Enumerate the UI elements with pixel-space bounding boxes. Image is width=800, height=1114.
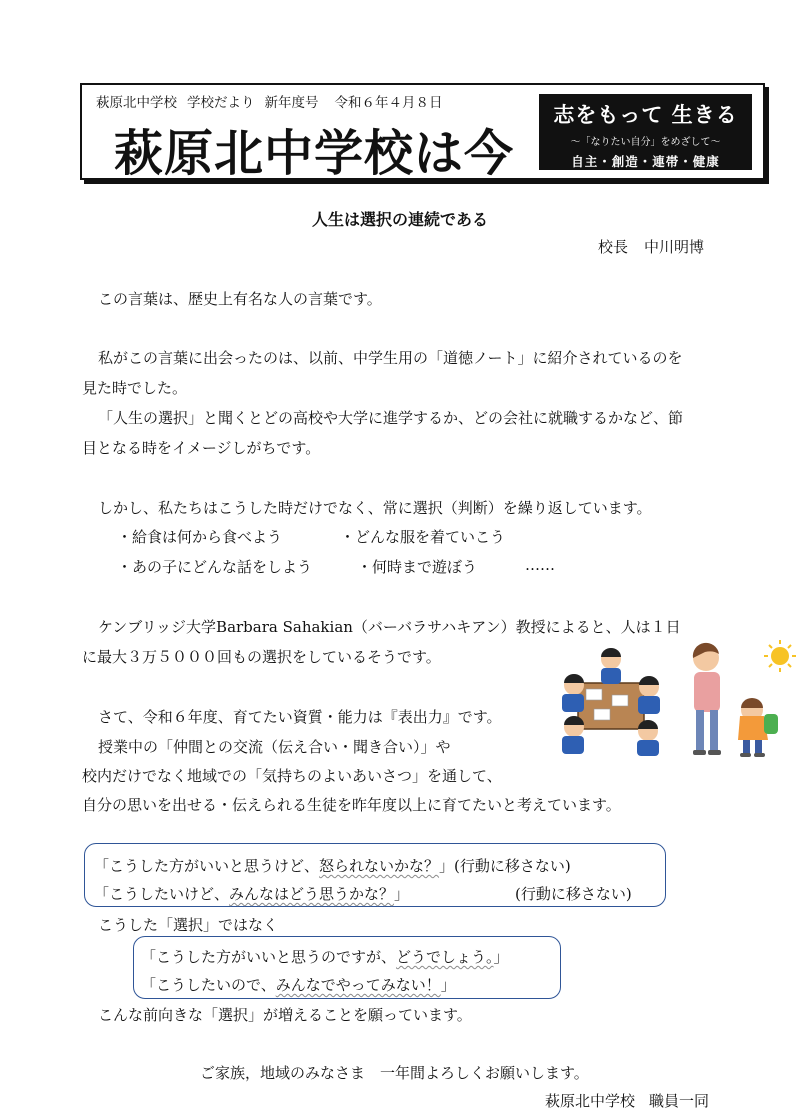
paragraph-7: こんな前向きな「選択」が増えることを願っています。 [98,1006,472,1024]
box2-line-1-underlined: どうでしょう。 [396,948,494,966]
box1-line-2-note: (行動に移さない) [515,885,632,903]
paragraph-3-line-1: 「人生の選択」と聞くとどの高校や大学に進学するか、どの会社に就職するかなど、節 [98,409,684,427]
motto-sub: ～「なりたい自分」をめざして～ [570,137,721,148]
signature-staff: 職員一同 [649,1092,710,1110]
example-1: ・給食は何から食べよう [117,528,283,546]
example-2: ・どんな服を着ていこう [340,528,506,546]
newsletter-name: 学校だより [187,95,255,111]
box1-line-2-underlined: みんなはどう思うかな？ [229,885,395,903]
byline-role: 校長 [598,238,629,256]
paragraph-6-line-1: さて、令和６年度、育てたい資質・能力は『表出力』です。 [98,708,502,726]
paragraph-2-line-1: 私がこの言葉に出会ったのは、以前、中学生用の「道徳ノート」に紹介されているのを [98,349,683,367]
example-4: ・何時まで遊ぼう [357,558,478,576]
byline-name: 中川明博 [644,238,705,256]
school-name: 萩原北中学校 [96,95,177,111]
byline [598,236,704,257]
signature [545,1090,709,1111]
paragraph-6-line-2: 授業中の「仲間との交流（伝え合い・聞き合い）」や [98,738,451,756]
box1-line-1: 「こうした方がいいと思うけど、怒られないかな？」(行動に移さない) [94,857,571,875]
example-3: ・あの子にどんな話をしよう [117,558,313,576]
paragraph-5-line-1: ケンブリッジ大学Barbara Sahakian（バーバラサハキアン）教授によると、人は１日 [98,618,681,636]
box2-line-1: 「こうした方がいいと思うのですが、どうでしょう。」 [141,948,509,966]
article-headline: 人生は選択の連続である [311,210,488,229]
example-ellipsis: …… [525,556,555,574]
paragraph-2-line-2: 見た時でした。 [82,379,188,397]
masthead [80,83,765,180]
paragraph-1: この言葉は、歴史上有名な人の言葉です。 [98,290,382,308]
masthead-info-line [96,91,453,111]
signature-school: 萩原北中学校 [545,1092,636,1110]
motto-values: 自主・創造・連帯・健康 [571,154,720,169]
paragraph-3-line-2: 目となる時をイメージしがちです。 [82,439,321,457]
motto-main: 志をもって 生きる [553,103,738,127]
issue-date: 令和６年４月８日 [334,95,443,111]
box2-line-2-underlined: みんなでやってみない！ [275,976,441,994]
closing-greeting: ご家族，地域のみなさま 一年間よろしくお願いします。 [200,1064,589,1082]
greeting-illustration [678,636,798,764]
paragraph-5-line-2: に最大３万５０００回もの選択をしているそうです。 [82,648,441,666]
box1-line-2: 「こうしたいけど、みんなはどう思うかな？」 [94,885,410,903]
motto-box [539,94,752,170]
students-meeting-illustration [556,645,666,757]
paragraph-6-line-3: 校内だけでなく地域での「気持ちのよいあいさつ」を通して、 [82,767,502,785]
box1-line-1-underlined: 怒られないかな？ [319,857,440,875]
transition-line: こうした「選択」ではなく [98,916,279,934]
issue-name: 新年度号 [264,95,319,111]
paragraph-6-line-4: 自分の思いを出せる・伝えられる生徒を昨年度以上に育てたいと考えています。 [82,796,621,814]
box1-line-1-note: (行動に移さない) [454,857,571,875]
masthead-title: 萩原北中学校は今 [114,125,515,182]
paragraph-4: しかし、私たちはこうした時だけでなく、常に選択（判断）を繰り返しています。 [98,499,652,517]
box2-line-2: 「こうしたいので、みんなでやってみない！」 [141,976,456,994]
